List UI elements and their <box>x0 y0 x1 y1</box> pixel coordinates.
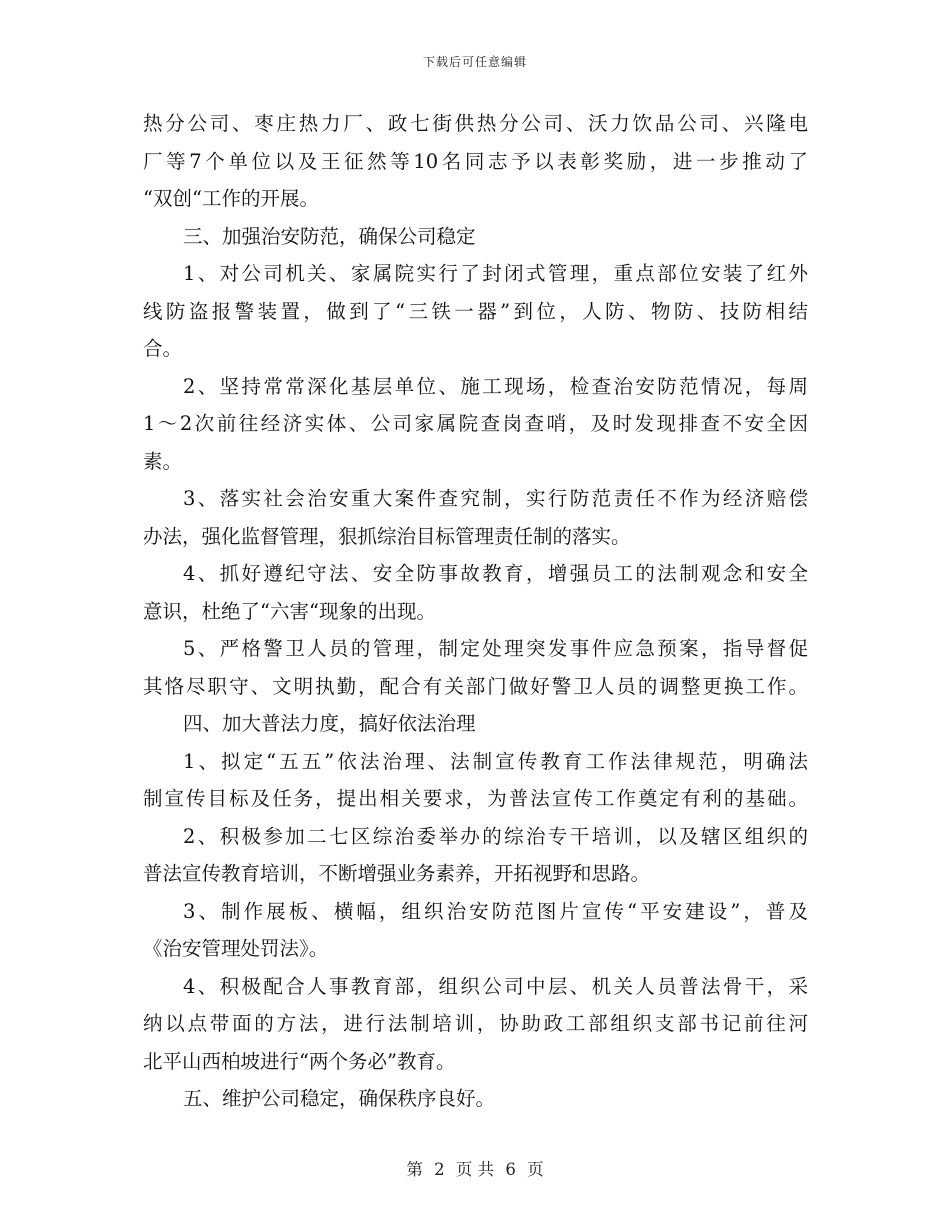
footer-prefix: 第 <box>406 1160 423 1179</box>
paragraph <box>143 968 808 1081</box>
paragraph <box>143 630 808 705</box>
text-line: 1、拟定“五五”依法治理、法制宣传教育工作法律规范，明确法 <box>183 749 808 773</box>
text-line: 北平山西柏坡进行“两个务必”教育。 <box>143 1049 456 1073</box>
text-line: 4、积极配合人事教育部，组织公司中层、机关人员普法骨干，采 <box>183 974 808 998</box>
text-line: 2、积极参加二七区综治委举办的综治专干培训，以及辖区组织的 <box>183 824 808 848</box>
text-line: 2、坚持常常深化基层单位、施工现场，检查治安防范情况，每周 <box>183 374 808 398</box>
section-heading <box>143 1080 808 1118</box>
footer-suffix: 页 <box>527 1160 544 1179</box>
paragraph <box>143 555 808 630</box>
paragraph <box>143 818 808 893</box>
text-line: 纳以点带面的方法，进行法制培训，协助政工部组织支部书记前往河 <box>143 1012 808 1035</box>
text-line: 4、抓好遵纪守法、安全防事故教育，增强员工的法制观念和安全 <box>183 562 808 585</box>
text-line: 合。 <box>143 337 183 360</box>
text-line: 五、维护公司稳定，确保秩序良好。 <box>183 1087 496 1110</box>
paragraph <box>143 743 808 818</box>
text-line: 厂等7个单位以及王征然等10名同志予以表彰奖励，进一步推动了 <box>143 149 808 173</box>
text-line: 制宣传目标及任务，提出相关要求，为普法宣传工作奠定有利的基础。 <box>143 787 808 810</box>
text-line: 5、严格警卫人员的管理，制定处理突发事件应急预案，指导督促 <box>183 637 808 660</box>
text-line: 1、对公司机关、家属院实行了封闭式管理，重点部位安装了红外 <box>183 262 808 285</box>
page-footer <box>0 1156 950 1180</box>
text-line: 《治安管理处罚法》。 <box>143 937 329 960</box>
total-page-count: 6 <box>505 1160 516 1179</box>
text-line: 热分公司、枣庄热力厂、政七街供热分公司、沃力饮品公司、兴隆电 <box>143 112 808 135</box>
text-line: “双创“工作的开展。 <box>143 187 319 210</box>
section-heading <box>143 218 808 256</box>
text-line: 办法，强化监督管理，狠抓综治目标管理责任制的落实。 <box>143 524 631 548</box>
paragraph <box>143 480 808 555</box>
document-body <box>143 105 808 1118</box>
text-line: 线防盗报警装置，做到了“三铁一器”到位，人防、物防、技防相结 <box>143 299 808 323</box>
text-line: 1～2次前往经济实体、公司家属院查岗查哨，及时发现排查不安全因 <box>143 412 808 435</box>
text-line: 意识，杜绝了“六害“现象的出现。 <box>143 599 436 623</box>
text-line: 三、加强治安防范，确保公司稳定 <box>183 224 476 248</box>
section-heading <box>143 705 808 743</box>
paragraph <box>143 893 808 968</box>
text-line: 四、加大普法力度，搞好依法治理 <box>183 712 476 735</box>
text-line: 其恪尽职守、文明执勤，配合有关部门做好警卫人员的调整更换工作。 <box>143 674 808 698</box>
paragraph <box>143 368 808 481</box>
page-header: 下载后可任意编辑 <box>422 55 527 69</box>
paragraph <box>143 255 808 368</box>
text-line: 3、落实社会治安重大案件查究制，实行防范责任不作为经济赔偿 <box>183 487 808 510</box>
paragraph <box>143 105 808 218</box>
text-line: 3、制作展板、横幅，组织治安防范图片宣传“平安建设”，普及 <box>183 899 808 923</box>
current-page-number: 2 <box>434 1160 445 1179</box>
footer-middle: 页 共 <box>455 1160 495 1179</box>
text-line: 普法宣传教育培训，不断增强业务素养，开拓视野和思路。 <box>143 862 651 885</box>
text-line: 素。 <box>143 449 183 473</box>
